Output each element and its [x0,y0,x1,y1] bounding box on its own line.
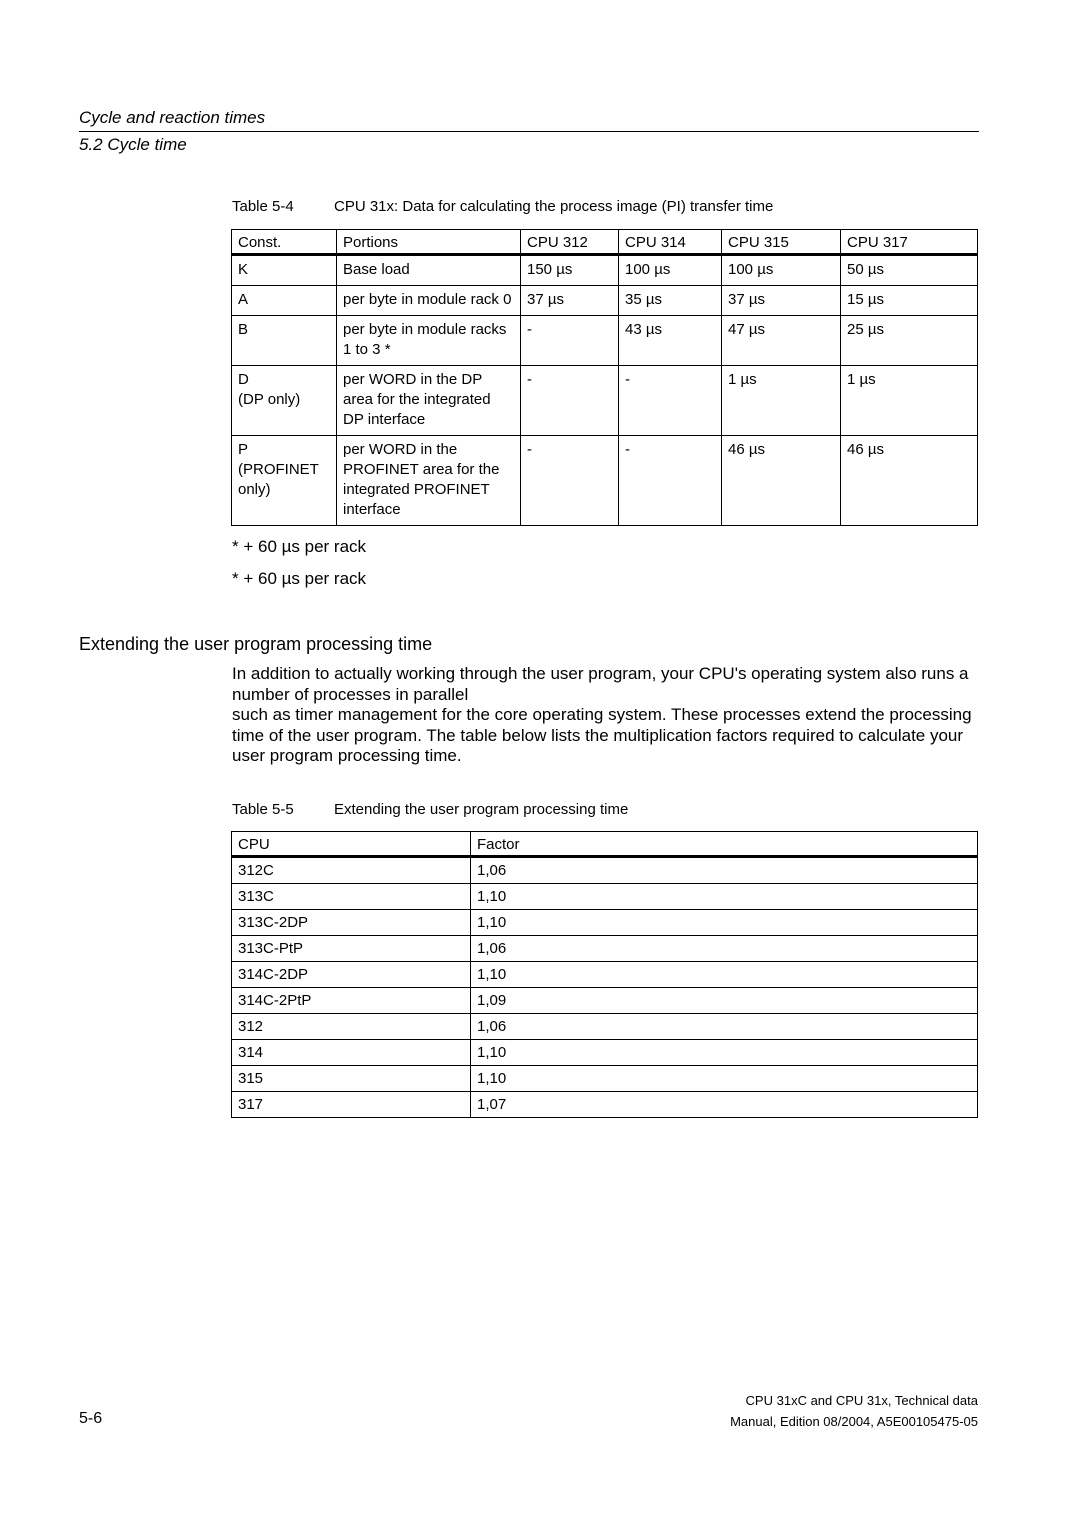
col-header-cpu317: CPU 317 [841,230,978,255]
table-cell: 1 µs [722,366,841,436]
table-cell: K [232,255,337,286]
table-row [232,857,978,884]
table-5-4-title: CPU 31x: Data for calculating the process image (PI) transfer time [334,198,774,215]
table-cell: 313C [232,884,471,910]
paragraph: such as timer management for the core operating system. These processes extend the processing time of the user program. The table below lists the multiplication factors required to calculate your user program processing time. [232,705,972,765]
table-cell: 47 µs [722,316,841,366]
table-cell: 1 µs [841,366,978,436]
table-cell: - [619,366,722,436]
table-row [232,316,978,366]
paragraph: In addition to actually working through the user program, your CPU's operating system also runs a number of processes in parallel [232,664,969,704]
col-header-portions: Portions [337,230,521,255]
table-cell: P (PROFINET only) [232,436,337,526]
table-cell: - [619,436,722,526]
table-cell: per byte in module racks 1 to 3 * [337,316,521,366]
table-cell: 37 µs [521,286,619,316]
table-row [232,436,978,526]
col-header-factor: Factor [471,832,978,857]
table-row [232,1014,978,1040]
table-header-row [232,230,978,255]
table-cell: 1,10 [471,910,978,936]
table-cell: 314C-2DP [232,962,471,988]
table-cell: 1,10 [471,962,978,988]
table-cell: 312C [232,857,471,884]
table-cell: Base load [337,255,521,286]
table-cell: 100 µs [619,255,722,286]
page-footer [730,1390,978,1432]
table-row [232,936,978,962]
col-header-cpu315: CPU 315 [722,230,841,255]
col-header-cpu314: CPU 314 [619,230,722,255]
table-cell: 312 [232,1014,471,1040]
table-row [232,286,978,316]
section-heading: Extending the user program processing time [79,634,433,654]
table-cell: 1,10 [471,1040,978,1066]
col-header-cpu: CPU [232,832,471,857]
page-header [79,106,979,157]
table-header-row [232,832,978,857]
table-5-4-number: Table 5-4 [232,198,294,215]
table-cell: 1,09 [471,988,978,1014]
table-cell: 313C-2DP [232,910,471,936]
footnote: * + 60 µs per rack [232,537,367,556]
table-cell: A [232,286,337,316]
col-header-cpu312: CPU 312 [521,230,619,255]
table-cell: per WORD in the DP area for the integrated DP interface [337,366,521,436]
table-row [232,1092,978,1118]
table-cell: per WORD in the PROFINET area for the integrated PROFINET interface [337,436,521,526]
table-cell: 100 µs [722,255,841,286]
table-5-5-number: Table 5-5 [232,801,294,818]
chapter-title: Cycle and reaction times [79,108,266,127]
table-5-4-caption [232,198,773,216]
table-cell: - [521,316,619,366]
table-row [232,884,978,910]
table-cell: 1,10 [471,884,978,910]
table-cell: D (DP only) [232,366,337,436]
table-row [232,1066,978,1092]
table-cell: 315 [232,1066,471,1092]
table-row [232,255,978,286]
table-row [232,1040,978,1066]
page-number: 5-6 [79,1410,103,1427]
table-cell: - [521,366,619,436]
table-cell: 43 µs [619,316,722,366]
table-row [232,366,978,436]
table-5-4 [231,229,978,526]
table-cell: 46 µs [722,436,841,526]
table-cell: 1,06 [471,936,978,962]
table-cell: 37 µs [722,286,841,316]
table-cell: 46 µs [841,436,978,526]
table-row [232,988,978,1014]
table-5-5 [231,831,978,1118]
table-5-5-caption [232,801,628,819]
table-cell: per byte in module rack 0 [337,286,521,316]
table-cell: 314 [232,1040,471,1066]
table-cell: 317 [232,1092,471,1118]
table-row [232,910,978,936]
table-row [232,962,978,988]
table-cell: 150 µs [521,255,619,286]
table-cell: 1,06 [471,857,978,884]
table-cell: B [232,316,337,366]
table-cell: 15 µs [841,286,978,316]
footnote: * + 60 µs per rack [232,569,367,588]
body-text [232,664,977,767]
table-cell: 35 µs [619,286,722,316]
header-rule [79,131,979,132]
section-title: 5.2 Cycle time [79,135,187,154]
table-cell: - [521,436,619,526]
table-cell: 25 µs [841,316,978,366]
table-cell: 314C-2PtP [232,988,471,1014]
col-header-const: Const. [232,230,337,255]
table-cell: 1,07 [471,1092,978,1118]
footer-line-2: Manual, Edition 08/2004, A5E00105475-05 [730,1414,978,1429]
table-cell: 1,06 [471,1014,978,1040]
table-cell: 313C-PtP [232,936,471,962]
table-5-5-title: Extending the user program processing time [334,801,629,818]
footer-line-1: CPU 31xC and CPU 31x, Technical data [745,1393,978,1408]
table-cell: 50 µs [841,255,978,286]
table-cell: 1,10 [471,1066,978,1092]
